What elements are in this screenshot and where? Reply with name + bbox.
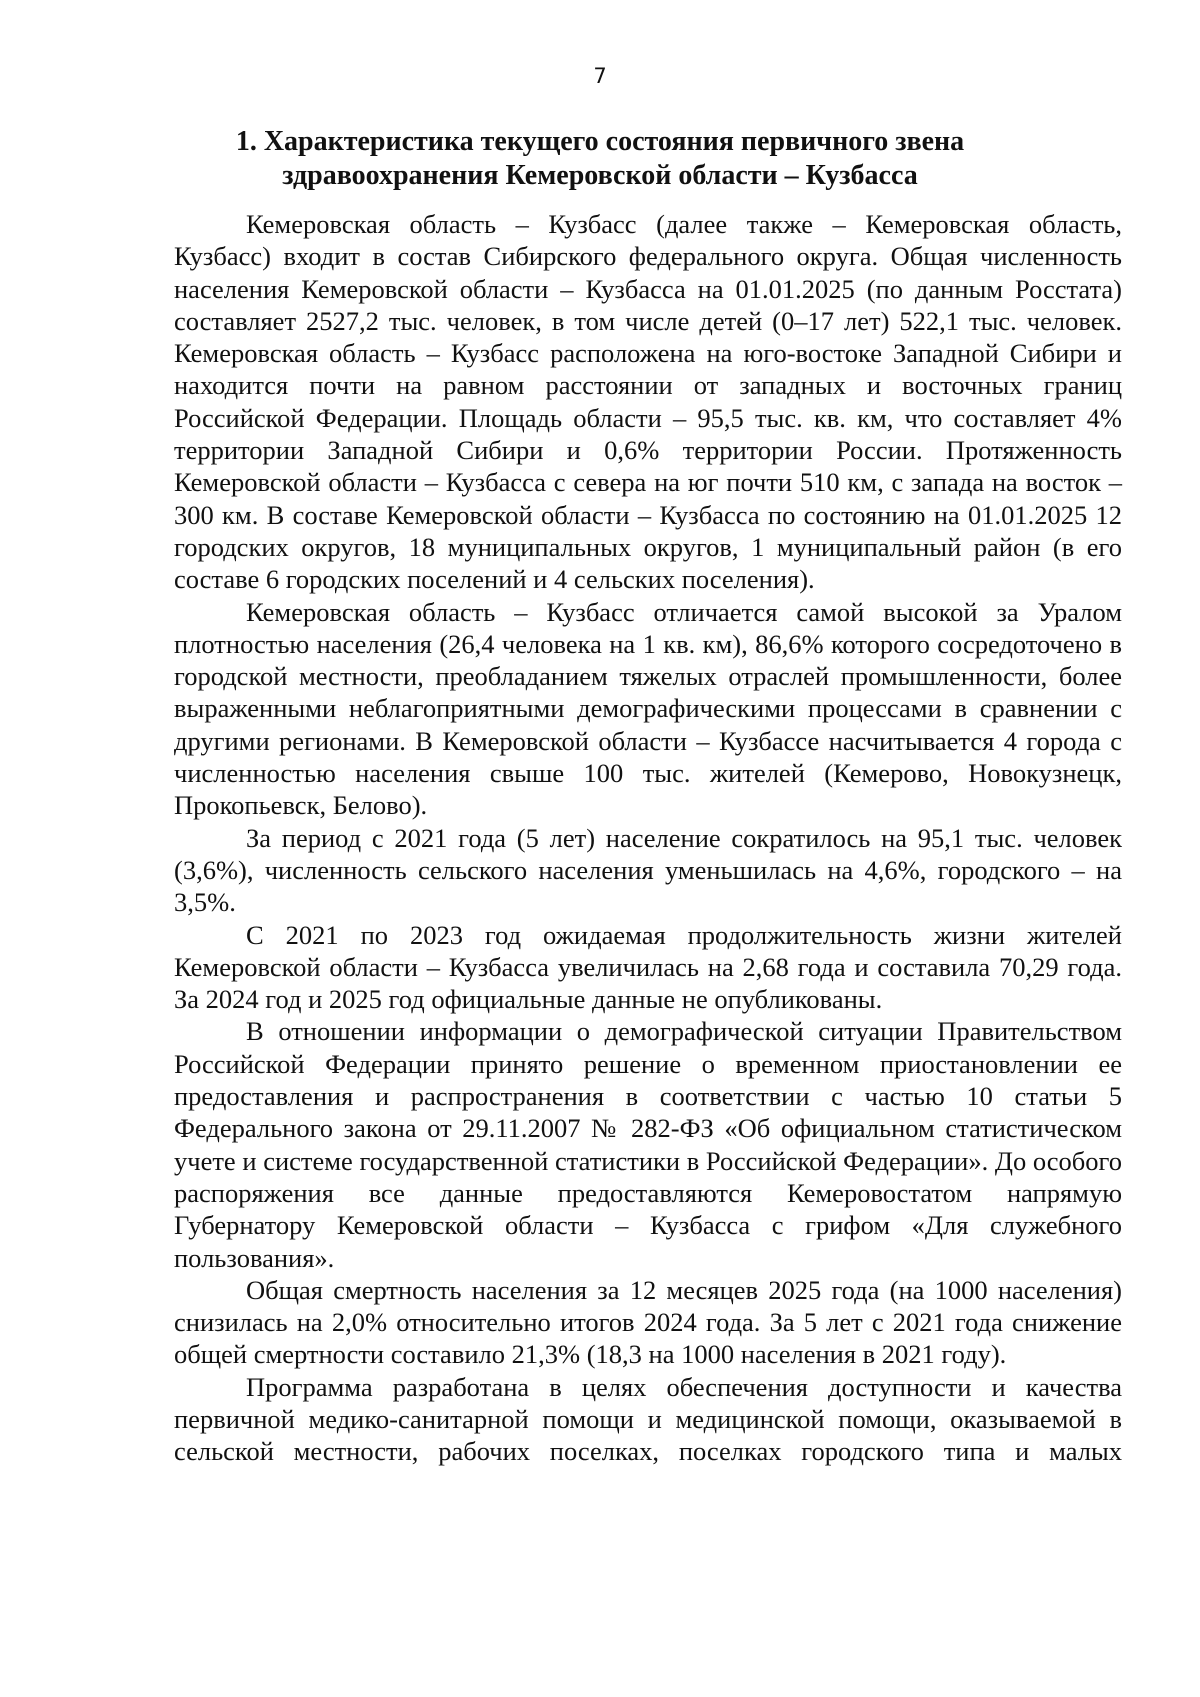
paragraph-population-decline: За период с 2021 года (5 лет) население сократилось на 95,1 тыс. человек (3,6%), численность сельского населения уменьшилась на 4,6%, городского – на 3,5%. — [174, 822, 1122, 918]
paragraph-life-expectancy: С 2021 по 2023 год ожидаемая продолжительность жизни жителей Кемеровской области – Кузбасса увеличилась на 2,68 года и составила 70,29 года. За 2024 год и 2025 год официальные данные не опубликованы. — [174, 919, 1122, 1015]
paragraph-region-overview: Кемеровская область – Кузбасс (далее также – Кемеровская область, Кузбасс) входит в состав Сибирского федерального округа. Общая численность населения Кемеровской области – Кузбасса на 01.01.2025 (по данным Росстата) составляет 2527,2 тыс. человек, в том числе детей (0–17 лет) 522,1 тыс. человек. Кемеровская область – Кузбасс расположена на юго-востоке Западной Сибири и находится почти на равном расстоянии от западных и восточных границ Российской Федерации. Площадь области – 95,5 тыс. кв. км, что составляет 4% территории Западной Сибири и 0,6% территории России. Протяженность Кемеровской области – Кузбасса с севера на юг почти 510 км, с запада на восток – 300 км. В составе Кемеровской области – Кузбасса по состоянию на 01.01.2025 12 городских округов, 18 муниципальных округов, 1 муниципальный район (в его составе 6 городских поселений и 4 сельских поселения). — [174, 209, 1122, 595]
paragraph-mortality: Общая смертность населения за 12 месяцев 2025 года (на 1000 населения) снизилась на 2,0% относительно итогов 2024 года. За 5 лет с 2021 года снижение общей смертности составило 21,3% (18,3 на 1000 населения в 2021 году). — [174, 1274, 1122, 1370]
paragraph-demographic-data-policy: В отношении информации о демографической ситуации Правительством Российской Федерации принято решение о временном приостановлении ее предоставления и распространения в соответствии с частью 10 статьи 5 Федерального закона от 29.11.2007 № 282-ФЗ «Об официальном статистическом учете и системе государственной статистики в Российской Федерации». До особого распоряжения все данные предоставляются Кемеровостатом напрямую Губернатору Кемеровской области – Кузбасса с грифом «Для служебного пользования». — [174, 1016, 1122, 1273]
paragraph-program-purpose: Программа разработана в целях обеспечения доступности и качества первичной медико-санитарной помощи и медицинской помощи, оказываемой в сельской местности, рабочих поселках, поселках городского типа и малых — [174, 1371, 1122, 1467]
document-body — [174, 208, 1122, 1468]
page-number: 7 — [593, 64, 607, 88]
section-heading — [160, 125, 1040, 193]
section-heading-line-1: 1. Характеристика текущего состояния первичного звена — [235, 126, 965, 157]
section-heading-line-2: здравоохранения Кемеровской области – Кузбасса — [282, 160, 918, 191]
paragraph-population-density: Кемеровская область – Кузбасс отличается самой высокой за Уралом плотностью населения (26,4 человека на 1 кв. км), 86,6% которого сосредоточено в городской местности, преобладанием тяжелых отраслей промышленности, более выраженными неблагоприятными демографическими процессами в сравнении с другими регионами. В Кемеровской области – Кузбассе насчитывается 4 города с численностью населения свыше 100 тыс. жителей (Кемерово, Новокузнецк, Прокопьевск, Белово). — [174, 596, 1122, 821]
